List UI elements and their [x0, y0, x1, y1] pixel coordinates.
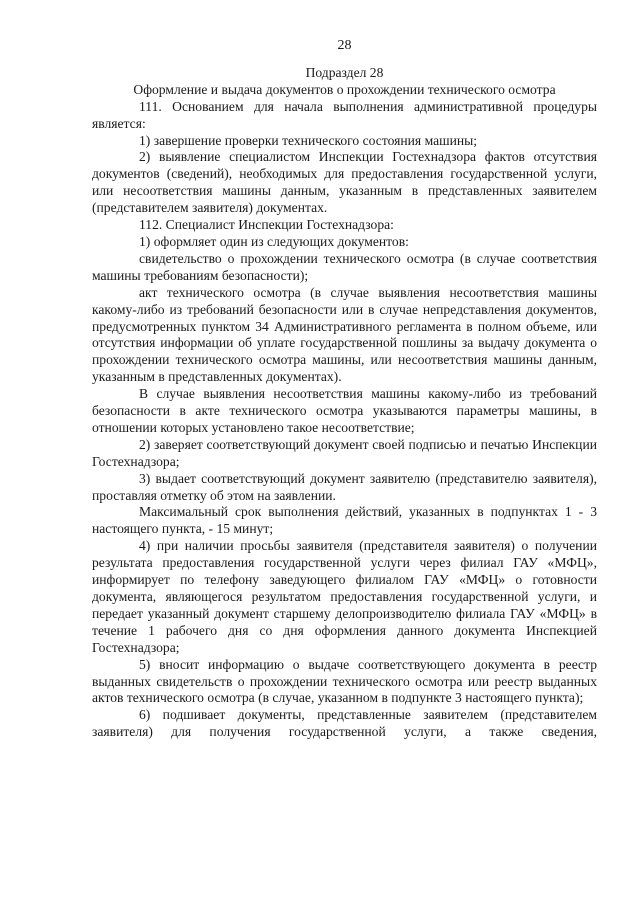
paragraph-112-item-6: 6) подшивает документы, представленные заявителем (представителем заявителя) для получения государственной услуги, а также сведения,	[92, 707, 597, 740]
paragraph-112: 112. Специалист Инспекции Гостехнадзора:	[139, 217, 394, 233]
paragraph-certificate: свидетельство о прохождении технического осмотра (в случае соответствия машины требованиям безопасности);	[92, 250, 597, 283]
paragraph-111-item-2: 2) выявление специалистом Инспекции Гостехнадзора фактов отсутствия документов (сведений), необходимых для предоставления государственной услуги, или несоответствия машины данным, указанным в представленных заявителем (представителем заявителя) документах.	[92, 149, 597, 216]
paragraph-112-item-4: 4) при наличии просьбы заявителя (представителя заявителя) о получении результата предоставления государственной услуги через филиал ГАУ «МФЦ», информирует по телефону заведующего филиалом ГАУ «МФЦ» о готовности документа, являющегося результатом предоставления государственной услуги, и передает указанный документ старшему делопроизводителю филиала ГАУ «МФЦ» в течение 1 рабочего дня со дня оформления данного документа Инспекцией Гостехнадзора;	[92, 538, 597, 655]
subsection-subtitle: Оформление и выдача документов о прохождении технического осмотра	[133, 81, 556, 97]
paragraph-112-item-3: 3) выдает соответствующий документ заявителю (представителю заявителя), проставляя отметку об этом на заявлении.	[92, 470, 597, 503]
paragraph-111-item-1: 1) завершение проверки технического состояния машины;	[139, 132, 478, 148]
paragraph-112-item-2: 2) заверяет соответствующий документ своей подписью и печатью Инспекции Гостехнадзора;	[92, 436, 597, 469]
paragraph-max-time: Максимальный срок выполнения действий, указанных в подпунктах 1 - 3 настоящего пункта, - 15 минут;	[92, 504, 597, 537]
page-text	[92, 38, 597, 741]
paragraph-112-item-1: 1) оформляет один из следующих документов:	[139, 233, 409, 249]
paragraph-inspection-act: акт технического осмотра (в случае выявления несоответствия машины какому-либо из требований безопасности или в случае непредставления документов, предусмотренных пунктом 34 Административного регламента в полном объеме, или отсутствия информации об уплате государственной пошлины за выдачу документа о прохождении технического осмотра машины, или несоответствия машины данным, указанным в представленных документах).	[92, 284, 597, 385]
paragraph-111: 111. Основанием для начала выполнения административной процедуры является:	[92, 98, 597, 131]
paragraph-nonconformity: В случае выявления несоответствия машины какому-либо из требований безопасности в акте технического осмотра указываются параметры машины, в отношении которых установлено такое несоответствие;	[92, 386, 597, 435]
page-number: 28	[337, 38, 352, 53]
subsection-title: Подраздел 28	[305, 64, 384, 80]
paragraph-112-item-5: 5) вносит информацию о выдаче соответствующего документа в реестр выданных свидетельств о прохождении технического осмотра или реестр выданных актов технического осмотра (в случае, указанном в подпункте 3 настоящего пункта);	[92, 656, 597, 706]
